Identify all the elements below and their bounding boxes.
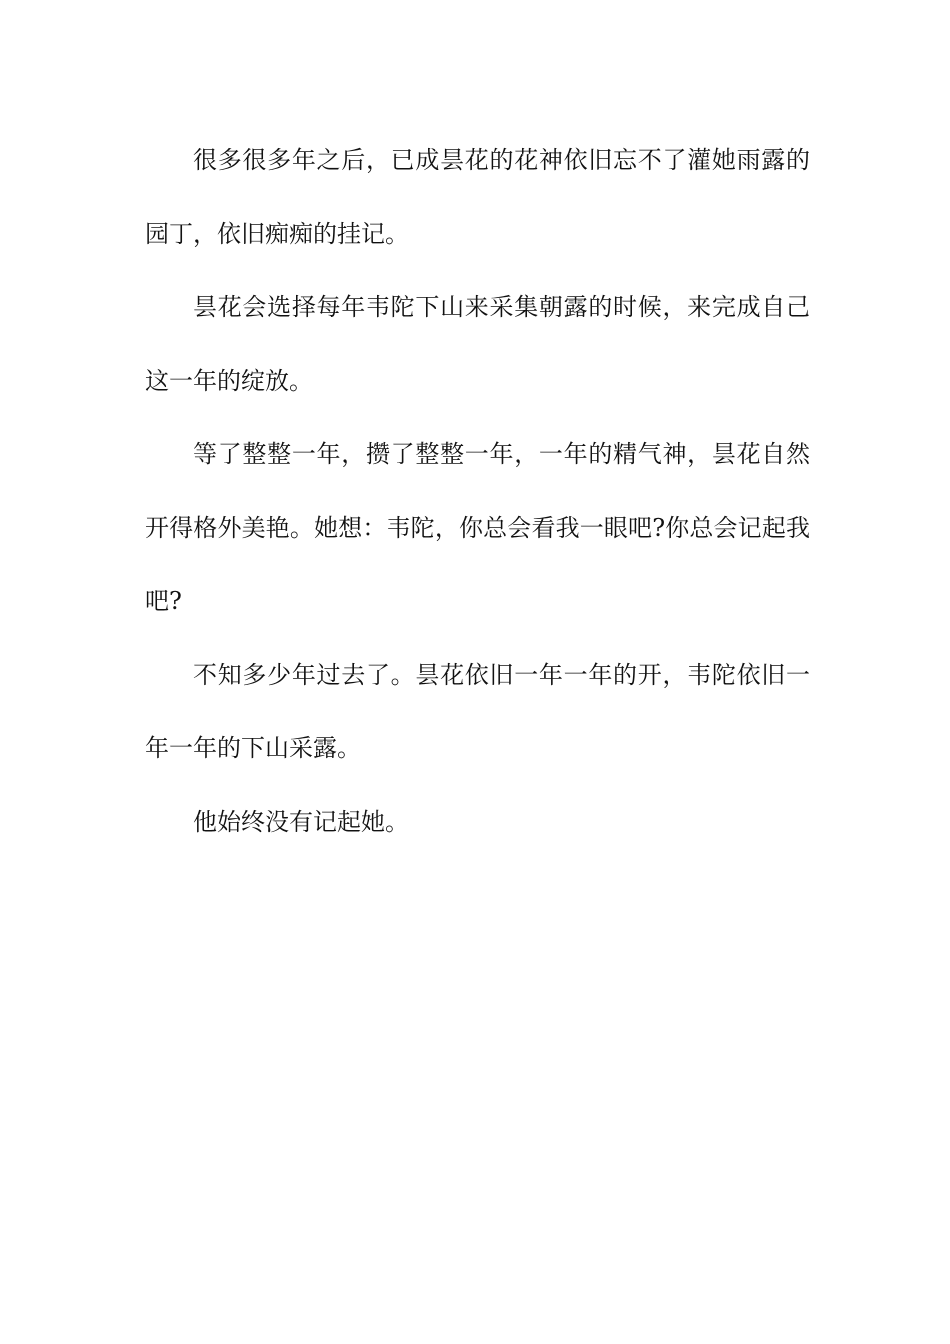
document-body: [145, 124, 810, 859]
paragraph-1: 很多很多年之后，已成昙花的花神依旧忘不了灌她雨露的园丁，依旧痴痴的挂记。: [145, 146, 810, 248]
paragraph-3: 等了整整一年，攒了整整一年，一年的精气神，昙花自然开得格外美艳。她想：韦陀，你总会看我一眼吧?你总会记起我吧?: [145, 440, 810, 615]
paragraph-4: 不知多少年过去了。昙花依旧一年一年的开，韦陀依旧一年一年的下山采露。: [145, 660, 810, 762]
paragraph-2: 昙花会选择每年韦陀下山来采集朝露的时候，来完成自己这一年的绽放。: [145, 293, 810, 395]
paragraph-5: 他始终没有记起她。: [193, 807, 409, 836]
